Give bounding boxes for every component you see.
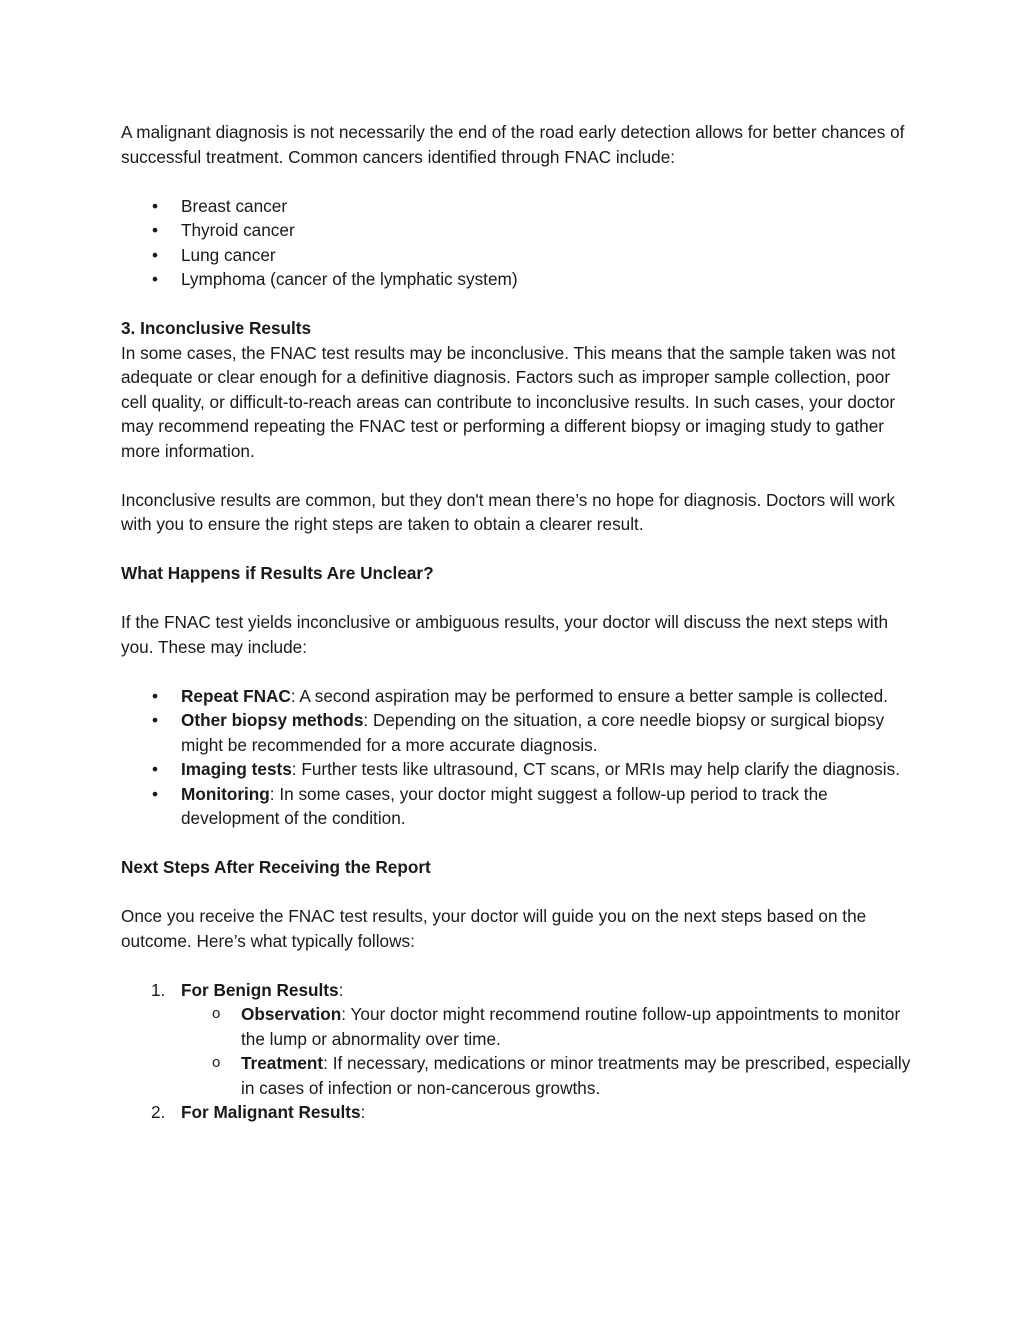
intro-paragraph: A malignant diagnosis is not necessarily the end of the road early detection allows for better chances of successful treatment. Common cancers identified through FNAC include: [121,122,905,167]
document-page [121,120,911,1125]
bullet-icon: • [151,783,159,804]
list-item: • Monitoring: In some cases, your doctor might suggest a follow-up period to track the development of the condition. [121,782,911,831]
inconclusive-paragraph: In some cases, the FNAC test results may be inconclusive. This means that the sample taken was not adequate or clear enough for a definitive diagnosis. Factors such as improper sample collection, poor cell quality, or difficult-to-reach areas can contribute to inconclusive results. In such cases, your doctor may recommend repeating the FNAC test or performing a different biopsy or imaging study to gather more information. [121,342,896,461]
list-item: • Imaging tests: Further tests like ultrasound, CT scans, or MRIs may help clarify the diagnosis. [121,757,911,782]
next-steps-list [121,978,911,1125]
bullet-icon: • [151,710,159,730]
bullet-icon: • [151,685,159,706]
bullet-icon: • [151,195,159,216]
list-item: • Other biopsy methods: Depending on the situation, a core needle biopsy or surgical biopsy might be recommended for a more accurate diagnosis. [121,708,911,757]
sub-bullet-icon: o [212,1005,221,1022]
next-steps-paragraph: Once you receive the FNAC test results, your doctor will guide you on the next steps based on the outcome. Here’s what typically follows: [121,906,867,951]
list-number: 2. [151,1102,166,1122]
cancer-list [121,194,911,292]
unclear-options-list [121,684,911,831]
list-item: • Thyroid cancer [121,218,911,243]
bullet-icon: • [151,220,159,240]
bullet-icon: • [151,759,159,779]
sub-list-item: o Observation: Your doctor might recommend routine follow-up appointments to monitor the lump or abnormality over time. [212,1004,901,1049]
inconclusive-note: Inconclusive results are common, but they don't mean there’s no hope for diagnosis. Doctors will work with you to ensure the right steps are taken to obtain a clearer result. [121,489,895,534]
list-item: • Lung cancer [121,243,911,268]
inconclusive-heading: 3. Inconclusive Results [121,318,312,338]
bullet-icon: • [151,269,159,289]
unclear-paragraph: If the FNAC test yields inconclusive or ambiguous results, your doctor will discuss the next steps with you. These may include: [121,612,889,657]
list-item: • Lymphoma (cancer of the lymphatic system) [121,267,911,292]
list-item: • Repeat FNAC: A second aspiration may be performed to ensure a better sample is collected. [121,684,911,709]
benign-sub-list [181,1002,911,1100]
list-item: 2. For Malignant Results: [121,1100,911,1125]
list-number: 1. [151,979,166,1000]
next-steps-heading: Next Steps After Receiving the Report [121,857,431,877]
sub-list-item: o Treatment: If necessary, medications or minor treatments may be prescribed, especially in cases of infection or non-cancerous growths. [212,1053,911,1098]
list-item: 1. For Benign Results: o Observation: Your doctor might recommend routine follow-up appointments to monitor the lump or abnormality over time. o Treatment: If necessary, medications or minor treatments may be prescribed, especially in cases of infection or non-cancerous growths. [121,978,911,1101]
bullet-icon: • [151,244,159,265]
unclear-heading: What Happens if Results Are Unclear? [121,563,434,583]
list-item: • Breast cancer [121,194,911,219]
sub-bullet-icon: o [212,1054,221,1071]
